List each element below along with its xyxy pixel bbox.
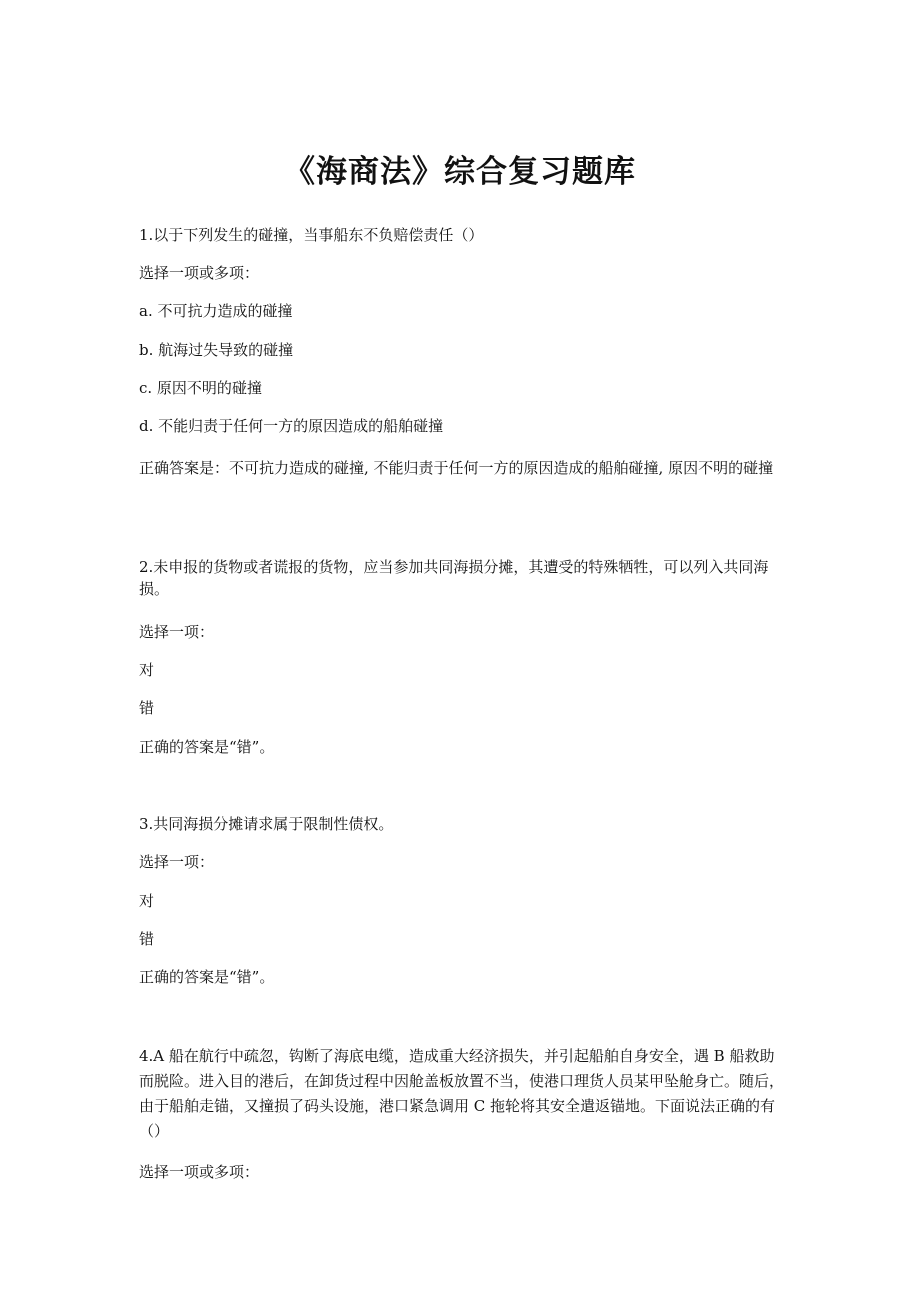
question-2-option-true: 对 xyxy=(139,661,155,679)
question-3-option-false: 错 xyxy=(139,930,155,948)
document-title: 《海商法》综合复习题库 xyxy=(284,154,636,190)
question-2-prompt: 选择一项： xyxy=(139,623,215,641)
question-1-answer: 正确答案是：不可抗力造成的碰撞, 不能归责于任何一方的原因造成的船舶碰撞, 原因不明的碰撞 xyxy=(139,459,774,477)
question-1-prompt: 选择一项或多项： xyxy=(139,264,260,282)
question-3-option-true: 对 xyxy=(139,892,155,910)
question-1-stem: 1.以于下列发生的碰撞，当事船东不负赔偿责任（） xyxy=(139,226,484,244)
question-3-stem: 3.共同海损分摊请求属于限制性债权。 xyxy=(139,815,394,833)
question-4-stem: 4.A 船在航行中疏忽，钩断了海底电缆，造成重大经济损失，并引起船舶自身安全，遇 B 船救助而脱险。进入目的港后，在卸货过程中因舱盖板放置不当，使港口理货人员某甲坠舱身亡。随后，由于船舶走锚，又撞损了码头设施，港口紧急调用 C 拖轮将其安全遣返锚地。下面说法正确的有（） xyxy=(139,1047,785,1140)
question-1-option-d: d. 不能归责于任何一方的原因造成的船舶碰撞 xyxy=(139,417,444,435)
question-2-answer: 正确的答案是“错”。 xyxy=(139,738,275,756)
question-2-option-false: 错 xyxy=(139,699,155,717)
question-3-prompt: 选择一项： xyxy=(139,853,215,871)
question-2-stem: 2.未申报的货物或者谎报的货物，应当参加共同海损分摊，其遭受的特殊牺牲，可以列入共同海损。 xyxy=(139,558,769,598)
question-4-prompt: 选择一项或多项： xyxy=(139,1163,260,1181)
question-1-option-c: c. 原因不明的碰撞 xyxy=(139,379,262,397)
question-1-option-b: b. 航海过失导致的碰撞 xyxy=(139,341,294,359)
question-3-answer: 正确的答案是“错”。 xyxy=(139,968,275,986)
question-1-option-a: a. 不可抗力造成的碰撞 xyxy=(139,302,293,320)
